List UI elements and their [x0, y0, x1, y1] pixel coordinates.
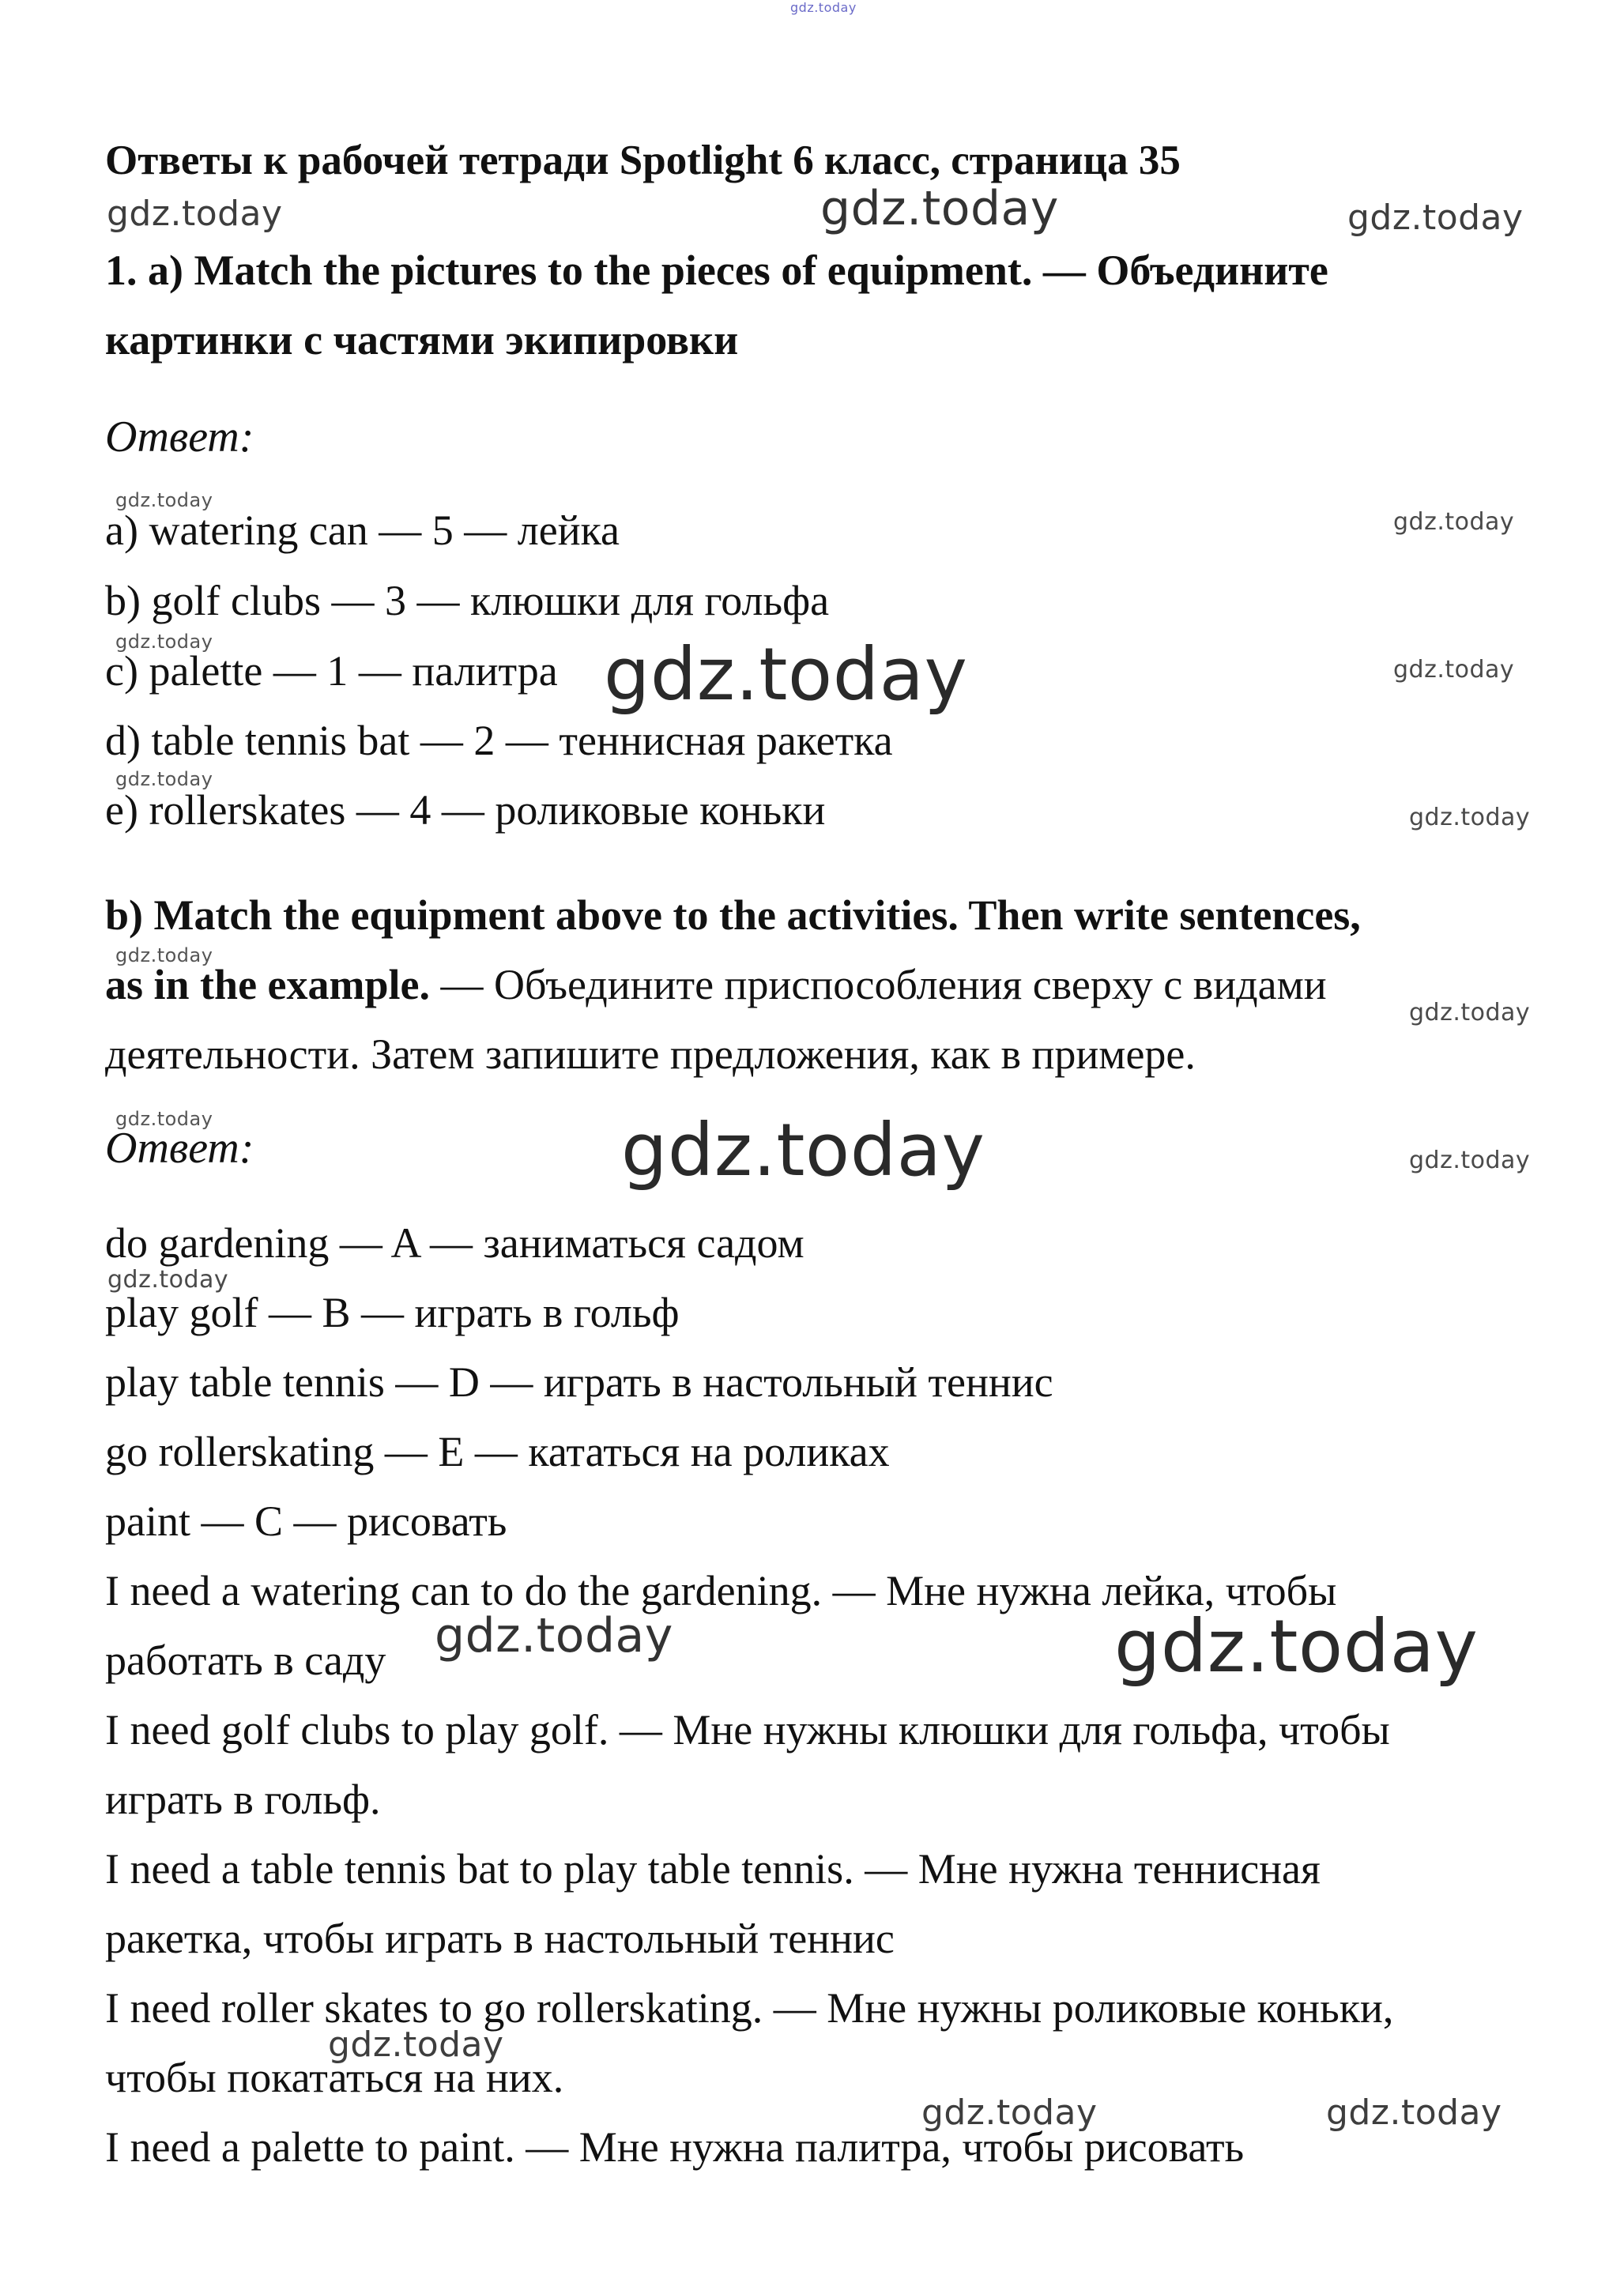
watermark: gdz.today: [604, 632, 968, 717]
watermark: gdz.today: [115, 768, 213, 790]
answer-sentence: чтобы покататься на них.: [105, 2054, 564, 2101]
answer-item: d) table tennis bat — 2 — теннисная ракетка: [105, 717, 893, 764]
task-heading-b-translation: — Объедините приспособления сверху с видами: [430, 961, 1327, 1008]
answer-item: a) watering can — 5 — лейка: [105, 507, 620, 554]
answer-sentence: работать в саду: [105, 1637, 386, 1684]
watermark: gdz.today: [1114, 1604, 1479, 1689]
watermark: gdz.today: [107, 1266, 229, 1294]
answer-sentence: I need roller skates to go rollerskating. — Мне нужны роликовые коньки,: [105, 1984, 1394, 2032]
watermark: gdz.today: [790, 0, 857, 15]
watermark: gdz.today: [621, 1108, 985, 1192]
watermark: gdz.today: [328, 2025, 504, 2065]
watermark: gdz.today: [115, 944, 213, 966]
answer-sentence: I need a palette to paint. — Мне нужна палитра, чтобы рисовать: [105, 2123, 1245, 2171]
answer-item: b) golf clubs — 3 — клюшки для гольфа: [105, 577, 830, 624]
watermark: gdz.today: [1393, 656, 1515, 684]
answer-item: do gardening — A — заниматься садом: [105, 1219, 804, 1267]
task-heading-b: b) Match the equipment above to the activities. Then write sentences,: [105, 891, 1361, 939]
answer-label: Ответ:: [105, 412, 254, 461]
watermark: gdz.today: [1326, 2093, 1502, 2133]
watermark: gdz.today: [435, 1608, 673, 1663]
answer-label: Ответ:: [105, 1124, 254, 1173]
watermark: gdz.today: [115, 1108, 213, 1130]
watermark: gdz.today: [1409, 804, 1531, 831]
task-heading-b-cont: [105, 963, 1327, 1006]
watermark: gdz.today: [115, 631, 213, 653]
task-heading-b-cont: деятельности. Затем запишите предложения, как в примере.: [105, 1030, 1196, 1078]
task-heading-b-bold: as in the example.: [105, 961, 430, 1008]
answer-item: paint — C — рисовать: [105, 1497, 507, 1545]
task-heading-a-cont: картинки с частями экипировки: [105, 316, 739, 364]
watermark: gdz.today: [1409, 999, 1531, 1026]
watermark: gdz.today: [115, 489, 213, 511]
answer-item: c) palette — 1 — палитра: [105, 647, 558, 695]
answer-sentence: I need a watering can to do the gardening. — Мне нужна лейка, чтобы: [105, 1567, 1337, 1614]
task-heading-a: 1. a) Match the pictures to the pieces of equipment. — Объедините: [105, 247, 1328, 294]
page-title: Ответы к рабочей тетради Spotlight 6 класс, страница 35: [105, 137, 1181, 183]
answer-sentence: ракетка, чтобы играть в настольный теннис: [105, 1915, 895, 1962]
watermark: gdz.today: [1347, 198, 1524, 238]
watermark: gdz.today: [1393, 508, 1515, 536]
answer-sentence: I need a table tennis bat to play table tennis. — Мне нужна теннисная: [105, 1845, 1321, 1893]
watermark: gdz.today: [921, 2093, 1098, 2133]
answer-sentence: I need golf clubs to play golf. — Мне нужны клюшки для гольфа, чтобы: [105, 1706, 1390, 1754]
answer-item: e) rollerskates — 4 — роликовые коньки: [105, 786, 826, 834]
answer-item: play table tennis — D — играть в настольный теннис: [105, 1358, 1053, 1406]
answer-item: go rollerskating — E — кататься на роликах: [105, 1428, 890, 1475]
answer-sentence: играть в гольф.: [105, 1776, 381, 1823]
answer-item: play golf — B — играть в гольф: [105, 1289, 680, 1336]
watermark: gdz.today: [820, 181, 1059, 236]
watermark: gdz.today: [107, 194, 283, 234]
watermark: gdz.today: [1409, 1147, 1531, 1174]
